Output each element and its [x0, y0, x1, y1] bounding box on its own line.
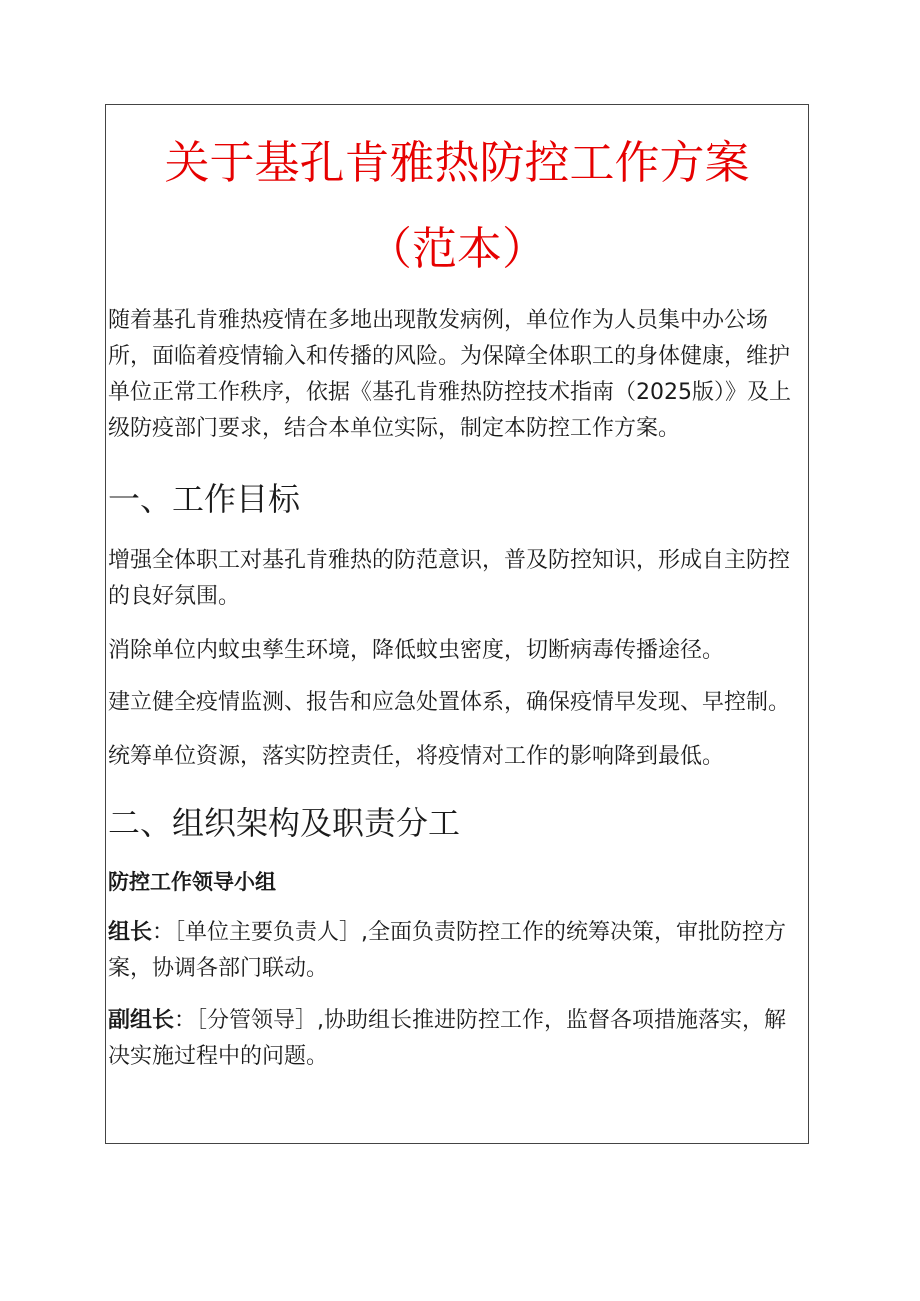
document-frame	[105, 104, 809, 1144]
section-heading-organization: 二、组织架构及职责分工	[108, 804, 461, 842]
leader-paragraph	[108, 915, 804, 987]
goal-item: 增强全体职工对基孔肯雅热的防范意识，普及防控知识，形成自主防控的良好氛围。	[108, 548, 791, 609]
goal-item: 消除单位内蚊虫孳生环境，降低蚊虫密度，切断病毒传播途径。	[108, 638, 725, 663]
goal-item: 建立健全疫情监测、报告和应急处置体系，确保疫情早发现、早控制。	[108, 690, 791, 715]
goal-item: 统筹单位资源，落实防控责任，将疫情对工作的影响降到最低。	[108, 744, 725, 769]
document-title: 关于基孔肯雅热防控工作方案	[164, 136, 750, 189]
deputy-text: ：［分管领导］,协助组长推进防控工作，监督各项措施落实，解决实施过程中的问题。	[108, 1008, 787, 1069]
leader-label: 组长	[108, 920, 153, 945]
document-body	[106, 303, 808, 1075]
document-subtitle: （范本）	[366, 222, 547, 275]
leader-text: ：［单位主要负责人］,全面负责防控工作的统筹决策，审批防控方案，协调各部门联动。	[108, 920, 787, 981]
intro-paragraph: 随着基孔肯雅热疫情在多地出现散发病例，单位作为人员集中办公场所，面临着疫情输入和传播的风险。为保障全体职工的身体健康，维护单位正常工作秩序，依据《基孔肯雅热防控技术指南（2025版）》及上级防疫部门要求，结合本单位实际，制定本防控工作方案。	[108, 308, 791, 441]
deputy-label: 副组长	[108, 1008, 175, 1033]
group-title: 防控工作领导小组	[108, 870, 276, 894]
section-heading-goals: 一、工作目标	[108, 480, 301, 518]
deputy-paragraph	[108, 1003, 804, 1075]
